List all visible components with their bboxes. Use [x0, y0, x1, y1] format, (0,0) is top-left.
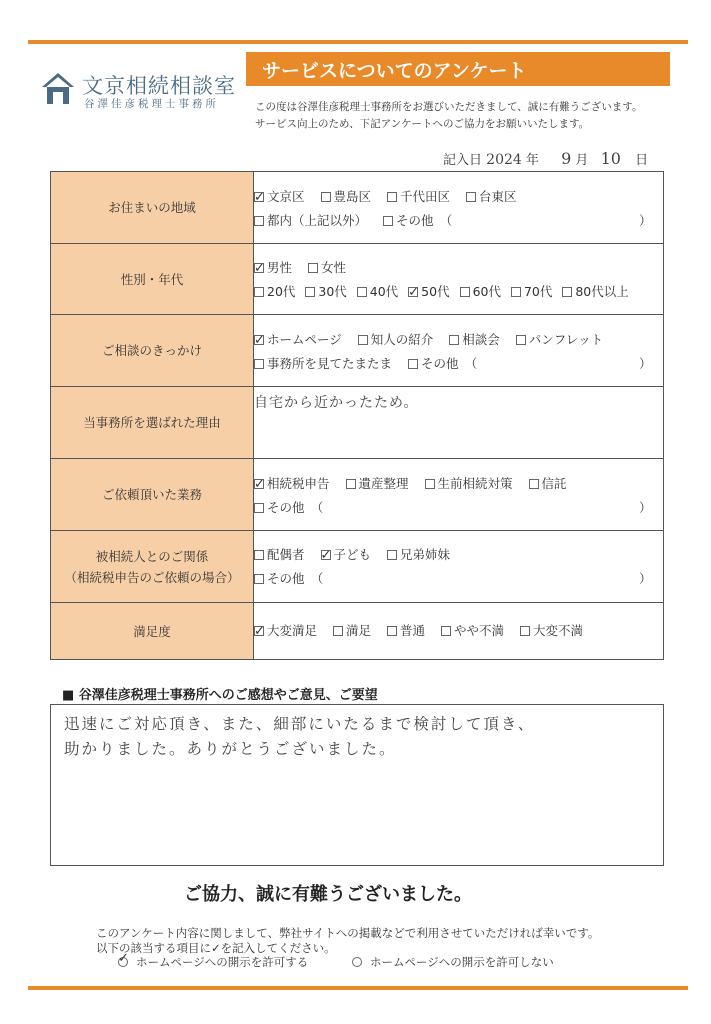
satisfaction-options — [254, 603, 664, 660]
option-label: 相談会 — [462, 332, 500, 347]
option-label: 知人の紹介 — [370, 332, 434, 347]
trigger-seminar[interactable] — [449, 328, 500, 352]
other-close-paren: ） — [639, 500, 652, 515]
gender-male[interactable] — [254, 256, 292, 280]
row-gender-age — [51, 244, 664, 315]
service-trust[interactable] — [529, 472, 567, 496]
option-label: パンフレット — [528, 332, 604, 347]
satisfaction-very-dissatisfied[interactable] — [520, 619, 583, 643]
consent-deny[interactable] — [352, 954, 554, 970]
residence-taito[interactable] — [466, 185, 517, 209]
date-label: 記入日 — [443, 153, 483, 168]
option-label: 相続税申告 — [267, 476, 330, 491]
option-label: その他 （ — [421, 356, 478, 371]
row-trigger — [51, 315, 664, 387]
relation-child[interactable] — [321, 543, 372, 567]
option-label: 大変不満 — [533, 623, 584, 638]
satisfaction-neutral[interactable] — [387, 619, 425, 643]
checkbox-icon[interactable] — [520, 626, 530, 636]
reason-answer-cell[interactable] — [254, 387, 664, 459]
residence-toshima[interactable] — [321, 185, 372, 209]
option-label: やや不満 — [454, 623, 505, 638]
date-day[interactable]: 10 — [600, 149, 621, 168]
option-label: その他 （ — [267, 571, 324, 586]
row-relation — [51, 531, 664, 603]
checkbox-icon[interactable] — [358, 335, 368, 345]
option-label: 男性 — [267, 260, 293, 275]
option-label: 70代 — [523, 284, 553, 299]
option-label: 台東区 — [479, 189, 517, 204]
trigger-walk-in[interactable] — [254, 352, 392, 376]
age-50[interactable] — [408, 280, 449, 304]
option-label: その他 （ — [267, 500, 324, 515]
option-label: 60代 — [472, 284, 501, 299]
checkbox-checked-icon[interactable] — [254, 626, 264, 636]
checkbox-checked-icon[interactable] — [254, 479, 264, 489]
intro-line-2: サービス向上のため、下記アンケートへのご協力をお願いいたします。 — [255, 118, 590, 130]
checkbox-icon[interactable] — [254, 574, 264, 584]
checkbox-icon[interactable] — [466, 192, 476, 202]
row-service — [51, 459, 664, 531]
satisfaction-somewhat-dissatisfied[interactable] — [441, 619, 504, 643]
radio-checked-icon[interactable] — [118, 957, 128, 967]
checkbox-icon[interactable] — [346, 479, 356, 489]
age-60[interactable] — [460, 280, 501, 304]
relation-label-line1: 被相続人とのご関係 — [95, 548, 209, 564]
service-options — [254, 459, 664, 531]
age-20[interactable] — [254, 280, 295, 304]
comments-title: ■ 谷澤佳彦税理士事務所へのご感想やご意見、ご要望 — [62, 688, 378, 703]
bottom-rule — [28, 986, 688, 990]
option-label: 50代 — [421, 284, 450, 299]
option-label: ホームページ — [267, 332, 342, 347]
gender-female[interactable] — [308, 256, 346, 280]
option-label: 女性 — [321, 260, 347, 275]
age-70[interactable] — [511, 280, 552, 304]
consent-note-line-1: このアンケート内容に関しまして、弊社サイトへの掲載などで利用させていただければ幸いです。 — [96, 926, 600, 940]
relation-other[interactable] — [254, 567, 323, 591]
thanks-message: ご協力、誠に有難うございました。 — [184, 884, 472, 905]
date-year-unit: 年 — [525, 153, 539, 168]
date-year[interactable]: 2024 — [486, 152, 522, 168]
intro-line-1: この度は谷澤佳彦税理士事務所をお選びいただきまして、誠に有難うございます。 — [255, 101, 643, 113]
residence-chiyoda[interactable] — [387, 185, 450, 209]
house-logo-icon — [40, 70, 76, 106]
checkbox-checked-icon[interactable] — [321, 550, 331, 560]
checkbox-icon[interactable] — [308, 263, 318, 273]
satisfaction-very-satisfied[interactable] — [254, 619, 317, 643]
residence-bunkyo[interactable] — [254, 185, 305, 209]
option-label: 子ども — [333, 547, 372, 562]
checkbox-icon[interactable] — [254, 216, 264, 226]
age-30[interactable] — [305, 280, 346, 304]
other-close-paren: ） — [639, 571, 652, 586]
option-label: 遺産整理 — [358, 476, 409, 491]
option-label: 豊島区 — [333, 189, 372, 204]
relation-label-line2: （相続税申告のご依頼の場合） — [64, 569, 240, 585]
option-label: 文京区 — [267, 189, 305, 204]
option-label: 40代 — [369, 284, 399, 299]
gender-age-label: 性別・年代 — [51, 244, 254, 315]
residence-label: お住まいの地域 — [51, 172, 254, 244]
option-label: 都内（上記以外） — [267, 213, 368, 228]
checkbox-icon[interactable] — [460, 287, 470, 297]
service-label: ご依頼頂いた業務 — [51, 459, 254, 531]
trigger-homepage[interactable] — [254, 328, 342, 352]
checkbox-icon[interactable] — [254, 503, 264, 513]
checkbox-icon[interactable] — [425, 479, 435, 489]
option-label: 大変満足 — [267, 623, 318, 638]
consent-deny-label: ホームページへの開示を許可しない — [370, 955, 554, 969]
checkbox-icon[interactable] — [321, 192, 331, 202]
entry-date — [443, 149, 648, 168]
service-other[interactable] — [254, 496, 323, 520]
relation-sibling[interactable] — [387, 543, 450, 567]
comment-line-2[interactable]: 助かりました。ありがとうございました。 — [64, 740, 397, 758]
checkbox-icon[interactable] — [254, 359, 264, 369]
option-label: 信託 — [541, 476, 567, 491]
checkbox-icon[interactable] — [357, 287, 367, 297]
option-label: 30代 — [318, 284, 347, 299]
service-planning[interactable] — [425, 472, 513, 496]
consent-allow-label: ホームページへの開示を許可する — [136, 955, 309, 969]
row-reason — [51, 387, 664, 459]
satisfaction-satisfied[interactable] — [333, 619, 371, 643]
age-40[interactable] — [357, 280, 398, 304]
checkbox-icon[interactable] — [562, 287, 572, 297]
option-label: 普通 — [400, 623, 426, 638]
checkbox-icon[interactable] — [449, 335, 459, 345]
relation-label — [51, 531, 254, 603]
row-residence — [51, 172, 664, 244]
comment-line-1[interactable]: 迅速にご対応頂き、また、細部にいたるまで検討して頂き、 — [64, 715, 536, 733]
option-label: 20代 — [267, 284, 296, 299]
option-label: 兄弟姉妹 — [400, 547, 451, 562]
checkbox-icon[interactable] — [387, 626, 397, 636]
row-satisfaction — [51, 603, 664, 660]
page-title: サービスについてのアンケート — [262, 60, 527, 82]
checkbox-checked-icon[interactable] — [408, 287, 418, 297]
checkbox-checked-icon[interactable] — [254, 335, 264, 345]
relation-options — [254, 531, 664, 603]
trigger-other[interactable] — [408, 352, 477, 376]
top-rule — [28, 40, 688, 44]
trigger-pamphlet[interactable] — [516, 328, 603, 352]
option-label: 事務所を見てたまたま — [267, 356, 393, 371]
option-label: 生前相続対策 — [437, 476, 513, 491]
checkbox-icon[interactable] — [529, 479, 539, 489]
survey-table — [50, 171, 664, 660]
logo-subtitle: 谷澤佳彦税理士事務所 — [84, 98, 219, 110]
checkbox-icon[interactable] — [254, 550, 264, 560]
date-month-unit: 月 — [575, 153, 589, 168]
residence-options — [254, 172, 664, 244]
other-close-paren: ） — [639, 356, 652, 371]
trigger-referral[interactable] — [358, 328, 434, 352]
checkbox-icon[interactable] — [408, 359, 418, 369]
reason-answer[interactable]: 自宅から近かったため。 — [254, 395, 419, 411]
date-day-unit: 日 — [635, 153, 649, 168]
checkbox-checked-icon[interactable] — [254, 192, 264, 202]
checkbox-icon[interactable] — [333, 626, 343, 636]
logo-title: 文京相続相談室 — [82, 74, 236, 98]
service-estate[interactable] — [346, 472, 409, 496]
radio-icon[interactable] — [352, 957, 362, 967]
consent-allow[interactable] — [118, 954, 308, 970]
option-label: 80代以上 — [575, 284, 629, 299]
service-inheritance-tax[interactable] — [254, 472, 330, 496]
option-label: 千代田区 — [400, 189, 451, 204]
checkbox-icon[interactable] — [516, 335, 526, 345]
relation-spouse[interactable] — [254, 543, 305, 567]
checkbox-icon[interactable] — [387, 550, 397, 560]
option-label: その他 （ — [396, 213, 453, 228]
option-label: 配偶者 — [267, 547, 305, 562]
checkbox-checked-icon[interactable] — [254, 263, 264, 273]
reason-label: 当事務所を選ばれた理由 — [51, 387, 254, 459]
trigger-options — [254, 315, 664, 387]
residence-other[interactable] — [383, 209, 452, 233]
checkbox-icon[interactable] — [387, 192, 397, 202]
checkbox-icon[interactable] — [254, 287, 264, 297]
date-month[interactable]: 9 — [561, 149, 572, 168]
checkbox-icon[interactable] — [383, 216, 393, 226]
checkbox-icon[interactable] — [305, 287, 315, 297]
age-80[interactable] — [562, 280, 628, 304]
checkbox-icon[interactable] — [511, 287, 521, 297]
satisfaction-label: 満足度 — [51, 603, 254, 660]
trigger-label: ご相談のきっかけ — [51, 315, 254, 387]
residence-tokyo-other[interactable] — [254, 209, 367, 233]
option-label: 満足 — [346, 623, 372, 638]
consent-note-line-2: 以下の該当する項目に✓を記入してください。 — [96, 941, 336, 955]
checkbox-icon[interactable] — [441, 626, 451, 636]
gender-age-options — [254, 244, 664, 315]
other-close-paren: ） — [639, 213, 652, 228]
